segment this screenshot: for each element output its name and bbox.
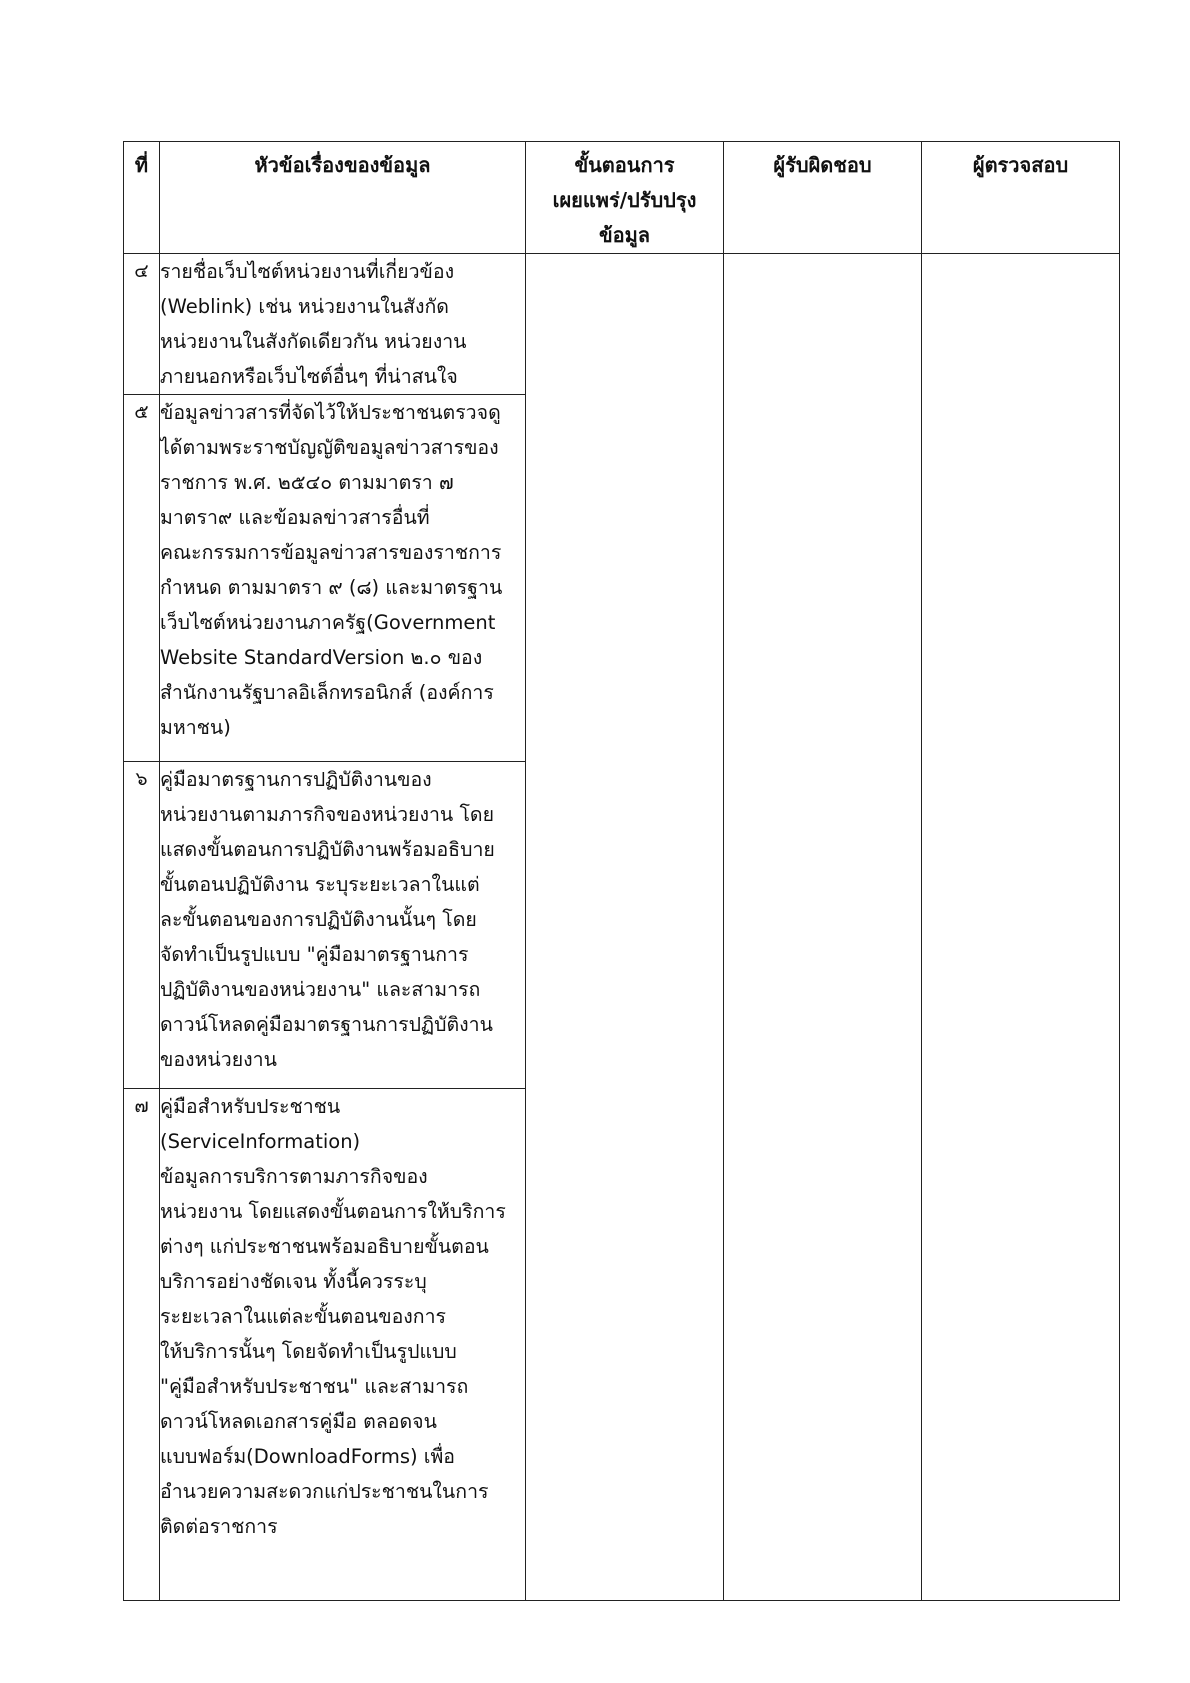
topic-line: ติดต่อราชการ	[160, 1515, 278, 1538]
topic-line: ภายนอกหรือเว็บไซต์อื่นๆ ที่น่าสนใจ	[160, 365, 458, 388]
topic-cell	[160, 254, 526, 395]
checker-cell	[922, 254, 1120, 1601]
topic-line: ปฏิบัติงานของหน่วยงาน" และสามารถ	[160, 978, 481, 1001]
topic-line: ให้บริการนั้นๆ โดยจัดทำเป็นรูปแบบ	[160, 1340, 457, 1363]
topic-line: "คู่มือสำหรับประชาชน" และสามารถ	[160, 1375, 469, 1398]
topic-line: สำนักงานรัฐบาลอิเล็กทรอนิกส์ (องค์การ	[160, 681, 494, 704]
topic-line: ต่างๆ แก่ประชาชนพร้อมอธิบายขั้นตอน	[160, 1235, 489, 1258]
row-number: ๔	[124, 254, 160, 395]
row-number: ๗	[124, 1089, 160, 1601]
topic-line: ละขั้นตอนของการปฏิบัติงานนั้นๆ โดย	[160, 908, 477, 931]
topic-line: ราชการ พ.ศ. ๒๕๔๐ ตามมาตรา ๗	[160, 471, 454, 494]
topic-line: ดาวน์โหลดเอกสารคู่มือ ตลอดจน	[160, 1410, 437, 1433]
topic-line: (ServiceInformation)	[160, 1130, 361, 1153]
topic-line: ได้ตามพระราชบัญญัติขอมูลข่าวสารของ	[160, 436, 499, 459]
topic-cell	[160, 1089, 526, 1601]
topic-line: ของหน่วยงาน	[160, 1048, 277, 1071]
topic-line: หน่วยงานตามภารกิจของหน่วยงาน โดย	[160, 803, 495, 826]
topic-cell	[160, 762, 526, 1089]
topic-line: บริการอย่างชัดเจน ทั้งนี้ควรระบุ	[160, 1270, 427, 1293]
header-process-line-2: เผยแพร่/ปรับปรุง	[552, 188, 697, 212]
topic-line: หน่วยงาน โดยแสดงขั้นตอนการให้บริการ	[160, 1200, 506, 1223]
topic-line: ดาวน์โหลดคู่มือมาตรฐานการปฏิบัติงาน	[160, 1013, 493, 1036]
header-responsible: ผู้รับผิดชอบ	[724, 142, 922, 254]
topic-line: ระยะเวลาในแต่ละขั้นตอนของการ	[160, 1305, 447, 1328]
header-checker: ผู้ตรวจสอบ	[922, 142, 1120, 254]
topic-line: กำหนด ตามมาตรา ๙ (๘) และมาตรฐาน	[160, 576, 503, 599]
topic-line: มหาชน)	[160, 716, 231, 739]
header-topic: หัวข้อเรื่องของข้อมูล	[160, 142, 526, 254]
topic-line: แสดงขั้นตอนการปฏิบัติงานพร้อมอธิบาย	[160, 838, 495, 861]
topic-cell	[160, 395, 526, 762]
responsible-cell	[724, 254, 922, 1601]
row-number: ๖	[124, 762, 160, 1089]
header-row	[124, 142, 1120, 254]
topic-line: มาตรา๙ และข้อมลข่าวสารอื่นที่	[160, 506, 430, 529]
topic-line: เว็บไซต์หน่วยงานภาครัฐ(Government	[160, 611, 496, 634]
topic-line: ข้อมูลข่าวสารที่จัดไว้ให้ประชาชนตรวจดู	[160, 401, 501, 424]
row-number: ๕	[124, 395, 160, 762]
header-process	[526, 142, 724, 254]
topic-line: อำนวยความสะดวกแก่ประชาชนในการ	[160, 1480, 489, 1503]
topic-line: รายชื่อเว็บไซต์หน่วยงานที่เกี่ยวข้อง	[160, 260, 455, 283]
topic-line: คู่มือสำหรับประชาชน	[160, 1095, 341, 1118]
table-row	[124, 254, 1120, 395]
topic-line: แบบฟอร์ม(DownloadForms) เพื่อ	[160, 1445, 456, 1468]
topic-line: คู่มือมาตรฐานการปฏิบัติงานของ	[160, 768, 432, 791]
information-table	[123, 141, 1120, 1601]
topic-line: จัดทำเป็นรูปแบบ "คู่มือมาตรฐานการ	[160, 943, 469, 966]
header-process-line-3: ข้อมูล	[598, 223, 651, 247]
topic-line: คณะกรรมการข้อมูลข่าวสารของราชการ	[160, 541, 502, 564]
header-process-line-1: ขั้นตอนการ	[574, 153, 675, 177]
topic-line: Website StandardVersion ๒.๐ ของ	[160, 646, 483, 669]
topic-line: หน่วยงานในสังกัดเดียวกัน หน่วยงาน	[160, 330, 467, 353]
topic-line: ข้อมูลการบริการตามภารกิจของ	[160, 1165, 428, 1188]
process-cell	[526, 254, 724, 1601]
topic-line: (Weblink) เช่น หน่วยงานในสังกัด	[160, 295, 449, 318]
topic-line: ขั้นตอนปฏิบัติงาน ระบุระยะเวลาในแต่	[160, 873, 480, 896]
header-no: ที่	[124, 142, 160, 254]
